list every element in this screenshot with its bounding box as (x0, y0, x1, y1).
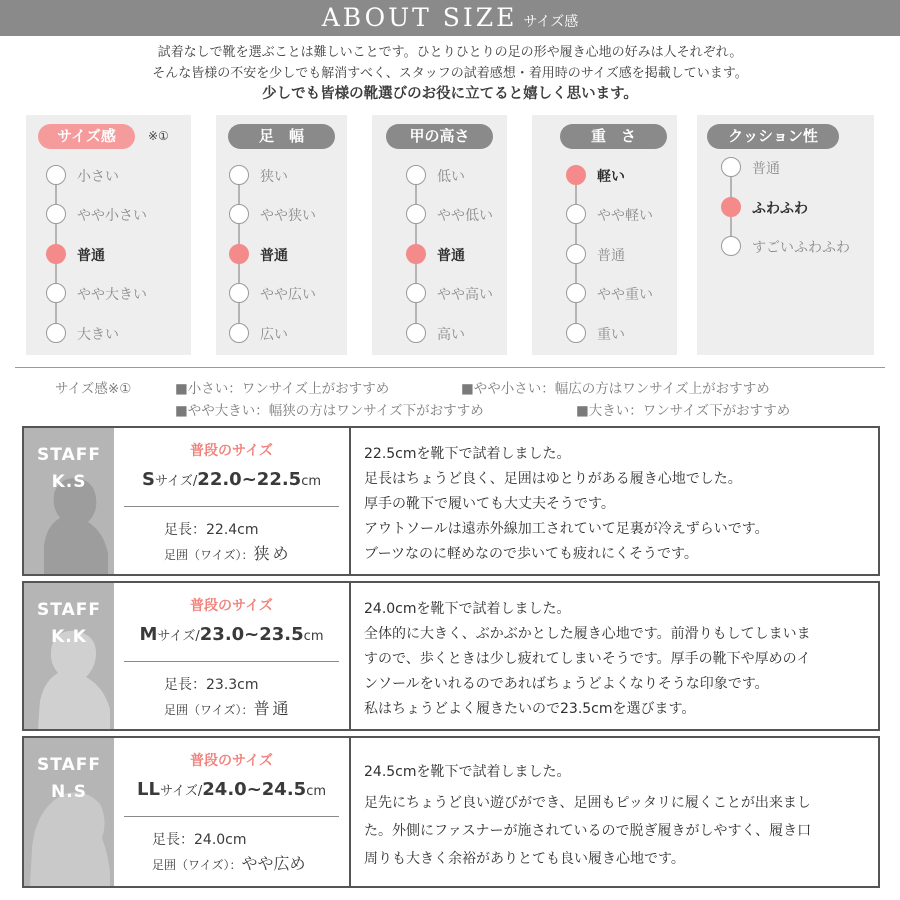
page-title (0, 3, 900, 32)
size-range: 22.0~22.5 (197, 469, 302, 490)
option-label: 普通 (260, 248, 288, 264)
radio-dot (406, 323, 426, 343)
width-label: 足囲（ワイズ）： (164, 703, 254, 717)
foot-length-label: 足長： (164, 522, 206, 538)
comment-line: 24.0cmを靴下で試着しました。 (364, 601, 571, 617)
column-divider (349, 738, 351, 886)
foot-length: 22.4cm (206, 522, 259, 538)
radio-dot (721, 236, 741, 256)
usual-size-label: 普段のサイズ (190, 443, 273, 459)
staff-comment (364, 760, 868, 872)
radio-dot (566, 204, 586, 224)
size-word: サイズ/ (159, 784, 203, 799)
option-label: 大きい (77, 327, 119, 343)
scale-weight (532, 115, 677, 355)
option-label: 高い (437, 327, 465, 343)
width-value: 狭め (253, 544, 292, 563)
comment-line: た。外側にファスナーが施されているので脱ぎ履きがしやすく、履き口 (364, 823, 812, 839)
staff-label: STAFF (37, 445, 101, 465)
comment-line: 22.5cmを靴下で試着しました。 (364, 446, 571, 462)
size-letter: S (141, 469, 155, 490)
scale-instep-height (372, 115, 507, 355)
radio-dot-selected (566, 165, 586, 185)
option-label: 軽い (597, 169, 625, 185)
foot-length: 24.0cm (194, 832, 247, 848)
comment-line: 私はちょうどよく履きたいので23.5cmを選びます。 (364, 701, 696, 717)
radio-dot (406, 283, 426, 303)
usual-size-label: 普段のサイズ (190, 753, 273, 769)
scale-size-feel (26, 115, 191, 355)
measurements (164, 673, 292, 722)
option-label: やや小さい (77, 208, 147, 224)
comment-line: 足長はちょうど良く、足囲はゆとりがある履き心地でした。 (364, 471, 742, 487)
staff-card (22, 426, 880, 576)
size-unit: cm (301, 474, 322, 489)
intro-line-2: そんな皆様の不安を少しでも解消すべく、スタッフの試着感想・着用時のサイズ感を掲載しています。 (152, 66, 748, 81)
radio-dot (566, 283, 586, 303)
radio-dot (229, 204, 249, 224)
radio-dot (46, 165, 66, 185)
column-divider (349, 583, 351, 729)
size-range: 24.0~24.5 (202, 779, 307, 800)
option-label: やや広い (260, 287, 316, 303)
comment-line: ブーツなのに軽めなので歩いても疲れにくそうです。 (364, 546, 698, 562)
comment-line: 足先にちょうど良い遊びができ、足囲もピッタリに履くことが出来まし (364, 795, 811, 811)
title-en: ABOUT SIZE (321, 3, 518, 32)
intro-line-3: 少しでも皆様の靴選びのお役に立てると嬉しく思います。 (262, 86, 638, 102)
radio-dot-selected (406, 244, 426, 264)
radio-dot (46, 323, 66, 343)
size-unit: cm (306, 784, 326, 799)
width-label: 足囲（ワイズ）： (164, 548, 254, 562)
scale-title: 甲の高さ (386, 124, 493, 149)
staff-comment (364, 597, 868, 722)
comment-line: 周りも大きく余裕がありとても良い履き心地です。 (364, 851, 685, 867)
option-label: ふわふわ (752, 201, 808, 217)
option-label: 普通 (437, 248, 465, 264)
option-label: すごいふわふわ (752, 240, 850, 256)
legend-item: ■やや大きい：幅狭の方はワンサイズ下がおすすめ (175, 403, 484, 419)
radio-dot (566, 323, 586, 343)
option-label: 普通 (77, 248, 105, 264)
staff-card (22, 581, 880, 731)
comment-line: 24.5cmを靴下で試着しました。 (364, 764, 571, 780)
legend-label: サイズ感※① (55, 381, 132, 397)
size-letter: LL (136, 779, 160, 800)
radio-dot-selected (229, 244, 249, 264)
size-letter: M (139, 624, 158, 645)
staff-card (22, 736, 880, 888)
staff-photo (24, 738, 114, 886)
radio-dot (229, 165, 249, 185)
comment-line: 全体的に大きく、ぶかぶかとした履き心地です。前滑りもしてしまいま (364, 626, 811, 642)
size-word: サイズ/ (157, 629, 200, 644)
radio-dot (406, 204, 426, 224)
measurements (164, 518, 292, 567)
option-label: 普通 (597, 248, 625, 264)
width-value: やや広め (241, 854, 306, 873)
option-label: やや重い (597, 287, 653, 303)
separator (124, 816, 339, 817)
staff-initials: N.S (51, 782, 87, 802)
radio-dot (566, 244, 586, 264)
usual-size (114, 624, 349, 645)
scale-title: 足 幅 (228, 124, 335, 149)
size-word: サイズ/ (154, 474, 198, 489)
radio-dot-selected (721, 197, 741, 217)
radio-dot (229, 323, 249, 343)
separator (124, 661, 339, 662)
scale-title: クッション性 (707, 124, 839, 149)
staff-initials: K.S (51, 472, 87, 492)
size-range: 23.0~23.5 (199, 624, 304, 645)
comment-line: ンソールをいれるのであればちょうどよくなりそうな印象です。 (364, 676, 769, 692)
staff-comment (364, 442, 868, 567)
scale-foot-width (216, 115, 347, 355)
radio-dot (46, 283, 66, 303)
staff-label: STAFF (37, 600, 101, 620)
option-label: やや高い (437, 287, 493, 303)
radio-dot (229, 283, 249, 303)
intro-line-1: 試着なしで靴を選ぶことは難しいことです。ひとりひとりの足の形や履き心地の好みは人それぞれ。 (157, 45, 743, 60)
title-jp: サイズ感 (523, 14, 579, 30)
option-label: 低い (437, 169, 465, 185)
column-divider (349, 428, 351, 574)
radio-dot (721, 157, 741, 177)
scale-cushion (697, 115, 874, 355)
foot-length-label: 足長： (152, 832, 194, 848)
radio-dot (46, 204, 66, 224)
staff-label: STAFF (37, 755, 101, 775)
header-bar (0, 0, 900, 36)
option-label: やや軽い (597, 208, 653, 224)
option-label: 重い (597, 327, 625, 343)
option-label: 広い (260, 327, 288, 343)
intro-text (0, 42, 900, 105)
width-value: 普通 (253, 699, 292, 718)
usual-size (114, 779, 349, 800)
scale-title: 重 さ (560, 124, 667, 149)
option-label: やや大きい (77, 287, 147, 303)
option-label: やや狭い (260, 208, 316, 224)
note-mark: ※① (148, 129, 169, 143)
radio-dot (406, 165, 426, 185)
radio-dot-selected (46, 244, 66, 264)
divider (15, 367, 885, 368)
width-label: 足囲（ワイズ）： (152, 858, 242, 872)
usual-size (114, 469, 349, 490)
staff-initials: K.K (51, 627, 87, 647)
usual-size-label: 普段のサイズ (190, 598, 273, 614)
comment-line: アウトソールは遠赤外線加工されていて足裏が冷えずらいです。 (364, 521, 769, 537)
comment-line: すので、歩くときは少し疲れてしまいそうです。厚手の靴下や厚めのイ (364, 651, 811, 667)
staff-photo (24, 583, 114, 729)
legend-item: ■大きい：ワンサイズ下がおすすめ (576, 403, 791, 419)
foot-length: 23.3cm (206, 677, 259, 693)
staff-photo (24, 428, 114, 574)
legend-item: ■やや小さい：幅広の方はワンサイズ上がおすすめ (461, 381, 770, 397)
legend-item: ■小さい：ワンサイズ上がおすすめ (175, 381, 390, 397)
foot-length-label: 足長： (164, 677, 206, 693)
option-label: 狭い (260, 169, 288, 185)
separator (124, 506, 339, 507)
scale-title: サイズ感 (38, 124, 135, 149)
option-label: 小さい (77, 169, 119, 185)
comment-line: 厚手の靴下で履いても大丈夫そうです。 (364, 496, 615, 512)
option-label: やや低い (437, 208, 493, 224)
size-unit: cm (303, 629, 324, 644)
measurements (152, 828, 306, 877)
option-label: 普通 (752, 161, 780, 177)
